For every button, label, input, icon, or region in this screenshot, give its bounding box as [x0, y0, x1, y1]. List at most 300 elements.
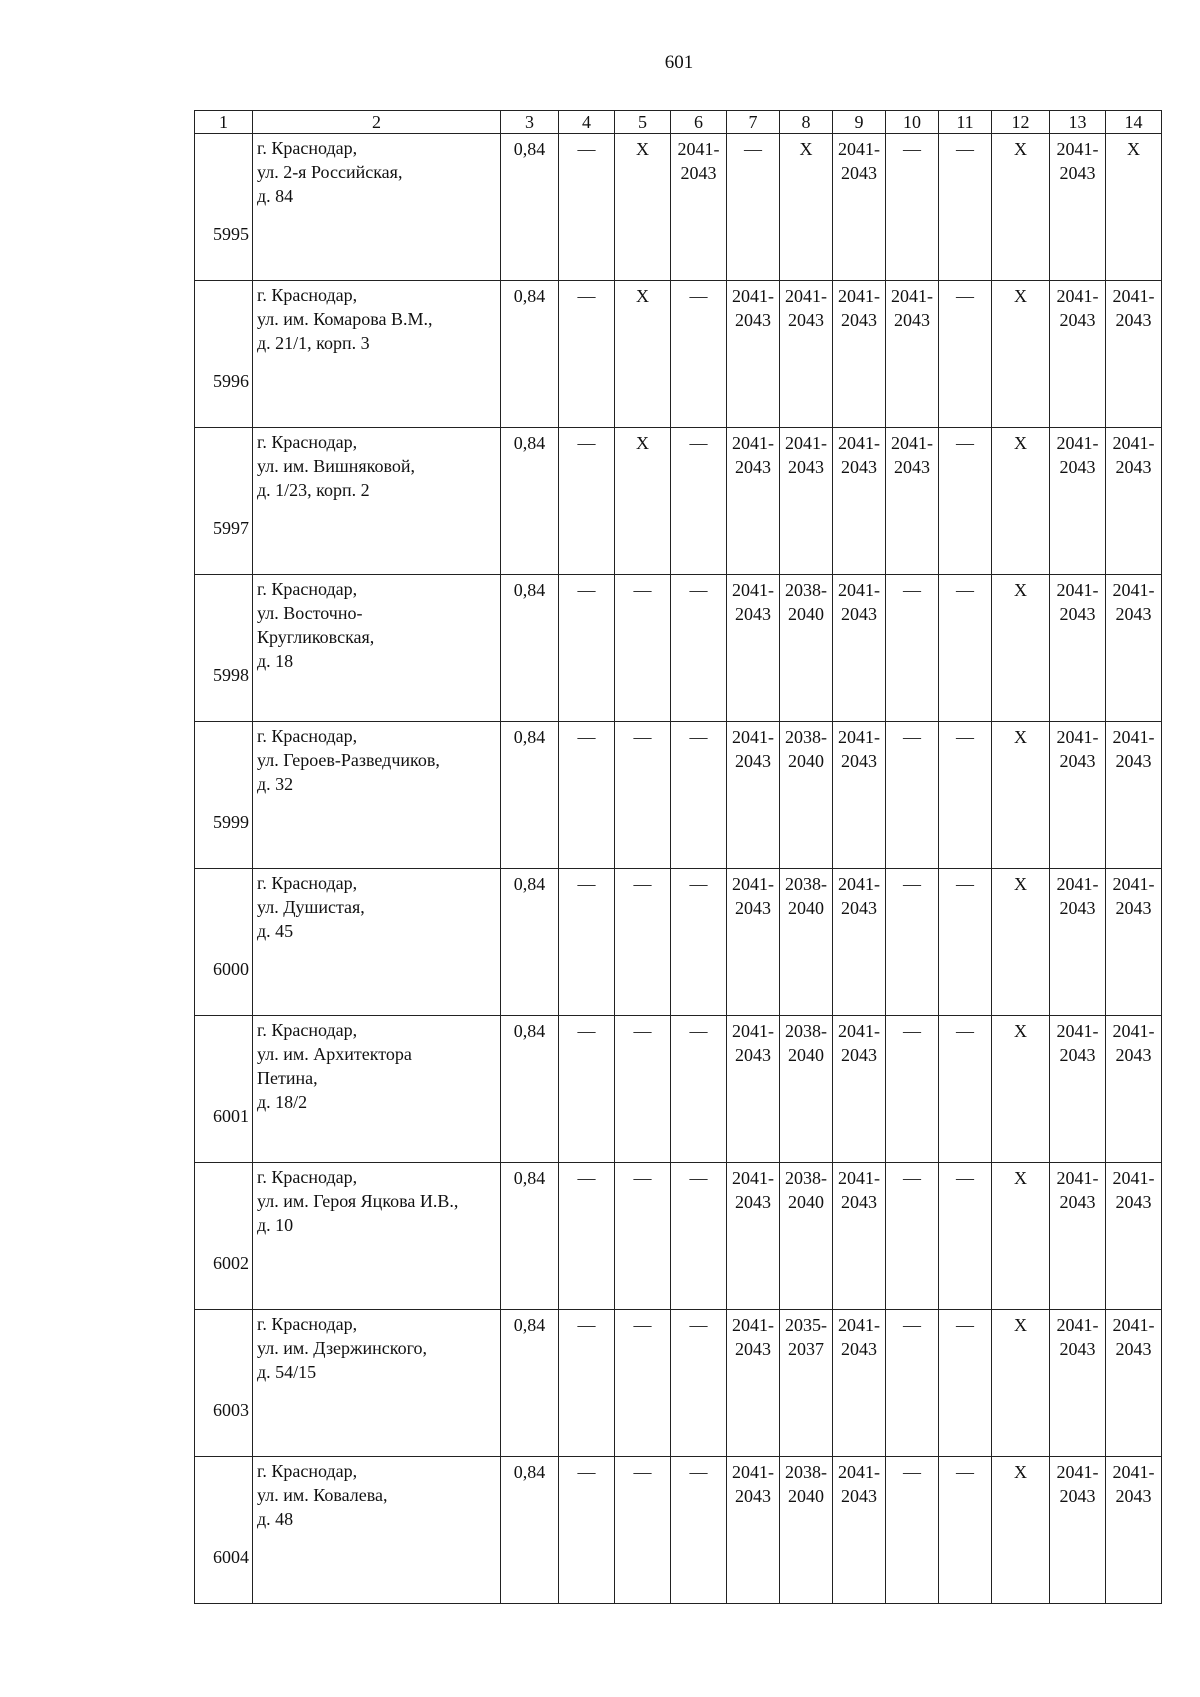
value-line: 2041-: [838, 1315, 880, 1335]
row-number: [195, 1457, 253, 1604]
value-cell: [939, 722, 992, 869]
value-cell: [727, 575, 780, 722]
value-line: 2041-: [838, 1021, 880, 1041]
value-cell: [833, 1016, 886, 1163]
value-cell: [559, 1457, 615, 1604]
address-cell: [253, 722, 501, 869]
value-cell: [992, 1163, 1050, 1310]
value-cell: [780, 1163, 833, 1310]
value-cell: [1106, 1457, 1162, 1604]
value-cell: [559, 1163, 615, 1310]
value-line: 2043: [735, 751, 771, 771]
value-cell: [833, 575, 886, 722]
value-line: 2043: [735, 1045, 771, 1065]
value-line: 2043: [841, 163, 877, 183]
row-number-text: 5999: [213, 812, 249, 832]
table-row: [195, 281, 1162, 428]
row-number: [195, 428, 253, 575]
value-line: —: [956, 874, 974, 894]
value-line: 2041-: [732, 286, 774, 306]
value-cell: [501, 869, 559, 1016]
value-cell: [992, 428, 1050, 575]
value-line: 2041-: [838, 1168, 880, 1188]
value-line: 2043: [841, 1192, 877, 1212]
value-line: —: [689, 1315, 708, 1335]
table-row: [195, 575, 1162, 722]
value-cell: [833, 134, 886, 281]
value-line: —: [956, 433, 974, 453]
value-cell: [1050, 281, 1106, 428]
value-line: 0,84: [513, 1315, 546, 1335]
value-line: 2043: [1059, 457, 1096, 477]
value-line: 2037: [788, 1339, 824, 1359]
value-cell: [780, 281, 833, 428]
value-line: —: [577, 286, 596, 306]
value-line: 2040: [788, 1486, 824, 1506]
column-header-11: 11: [939, 111, 992, 134]
value-cell: [1050, 1016, 1106, 1163]
value-line: 0,84: [513, 139, 546, 159]
value-line: 2043: [841, 751, 877, 771]
value-line: —: [903, 1315, 921, 1335]
value-cell: [886, 1310, 939, 1457]
value-line: 2043: [841, 1339, 877, 1359]
value-cell: [1106, 134, 1162, 281]
value-cell: [992, 1016, 1050, 1163]
value-line: 2041-: [1056, 433, 1099, 453]
table-row: [195, 428, 1162, 575]
value-cell: [1106, 428, 1162, 575]
value-line: —: [903, 874, 921, 894]
column-header-13: 13: [1050, 111, 1106, 134]
value-cell: [727, 722, 780, 869]
value-line: 2035-: [785, 1315, 827, 1335]
address-line: г. Краснодар,: [257, 285, 358, 305]
value-line: 2043: [841, 898, 877, 918]
column-header-7: 7: [727, 111, 780, 134]
value-cell: [1050, 428, 1106, 575]
value-cell: [671, 1016, 727, 1163]
value-line: 2043: [1059, 163, 1096, 183]
value-cell: [615, 1163, 671, 1310]
value-cell: [780, 722, 833, 869]
value-line: 2043: [735, 1339, 771, 1359]
value-line: 2041-: [1056, 1021, 1099, 1041]
value-cell: [1050, 1163, 1106, 1310]
value-cell: [1050, 134, 1106, 281]
value-cell: [727, 428, 780, 575]
value-line: 2043: [841, 604, 877, 624]
value-line: X: [1127, 139, 1140, 159]
value-cell: [727, 1310, 780, 1457]
value-cell: [501, 1310, 559, 1457]
value-cell: [886, 575, 939, 722]
table-row: [195, 1016, 1162, 1163]
value-line: 2041-: [785, 433, 827, 453]
value-cell: [992, 575, 1050, 722]
table-row: [195, 1457, 1162, 1604]
value-cell: [886, 869, 939, 1016]
value-line: —: [633, 1021, 652, 1041]
address-line: ул. Душистая,: [257, 897, 365, 917]
value-line: 2041-: [1112, 433, 1155, 453]
value-cell: [559, 1016, 615, 1163]
value-cell: [939, 869, 992, 1016]
value-line: —: [689, 1462, 708, 1482]
value-cell: [886, 281, 939, 428]
value-line: 0,84: [513, 433, 546, 453]
value-line: —: [956, 139, 974, 159]
value-cell: [501, 428, 559, 575]
address-line: г. Краснодар,: [257, 1314, 358, 1334]
address-cell: [253, 1016, 501, 1163]
row-number: [195, 134, 253, 281]
value-line: X: [1014, 433, 1027, 453]
value-line: 2043: [1059, 1339, 1096, 1359]
value-cell: [833, 1163, 886, 1310]
column-header-2: 2: [253, 111, 501, 134]
value-line: 0,84: [513, 1462, 546, 1482]
value-line: 2043: [735, 898, 771, 918]
value-cell: [671, 722, 727, 869]
value-cell: [833, 1457, 886, 1604]
value-cell: [992, 134, 1050, 281]
value-line: —: [577, 1168, 596, 1188]
row-number: [195, 722, 253, 869]
value-line: —: [956, 1021, 974, 1041]
address-line: Петина,: [257, 1068, 318, 1088]
value-line: —: [956, 286, 974, 306]
value-cell: [780, 869, 833, 1016]
address-cell: [253, 1457, 501, 1604]
value-cell: [671, 869, 727, 1016]
value-line: X: [1014, 286, 1027, 306]
table-row: [195, 722, 1162, 869]
row-number-text: 6000: [213, 959, 249, 979]
value-cell: [1106, 1310, 1162, 1457]
value-line: 2041-: [838, 139, 880, 159]
table-row: [195, 134, 1162, 281]
value-line: X: [636, 286, 649, 306]
value-cell: [833, 869, 886, 1016]
address-line: ул. 2-я Российская,: [257, 162, 403, 182]
value-cell: [886, 1016, 939, 1163]
row-number-text: 5996: [213, 371, 249, 391]
table-body: [195, 111, 1162, 1604]
value-line: 2043: [841, 457, 877, 477]
value-line: 2043: [735, 310, 771, 330]
row-number-text: 5995: [213, 224, 249, 244]
value-line: —: [577, 1021, 596, 1041]
value-cell: [833, 428, 886, 575]
row-number: [195, 869, 253, 1016]
row-number-text: 5997: [213, 518, 249, 538]
value-line: —: [633, 1168, 652, 1188]
column-header-4: 4: [559, 111, 615, 134]
value-line: —: [956, 1168, 974, 1188]
value-cell: [501, 281, 559, 428]
row-number-text: 6004: [213, 1547, 249, 1567]
value-line: 2041-: [891, 433, 933, 453]
value-cell: [615, 575, 671, 722]
value-line: X: [1014, 874, 1027, 894]
value-line: 2041-: [732, 1021, 774, 1041]
value-cell: [780, 1016, 833, 1163]
address-cell: [253, 1163, 501, 1310]
value-line: 2041-: [891, 286, 933, 306]
value-line: 2041-: [1112, 874, 1155, 894]
value-line: —: [689, 1021, 708, 1041]
address-cell: [253, 1310, 501, 1457]
value-cell: [559, 134, 615, 281]
value-line: 2043: [680, 163, 717, 183]
column-header-8: 8: [780, 111, 833, 134]
value-cell: [559, 575, 615, 722]
value-cell: [671, 575, 727, 722]
address-cell: [253, 281, 501, 428]
value-cell: [671, 1310, 727, 1457]
value-cell: [671, 134, 727, 281]
value-line: 2041-: [1056, 286, 1099, 306]
value-line: 2041-: [838, 727, 880, 747]
value-line: 2043: [1059, 751, 1096, 771]
value-line: —: [689, 433, 708, 453]
table-row: [195, 1310, 1162, 1457]
value-line: 2043: [735, 457, 771, 477]
value-cell: [559, 281, 615, 428]
address-line: г. Краснодар,: [257, 873, 358, 893]
address-line: ул. им. Комарова В.М.,: [257, 309, 433, 329]
value-line: 2040: [788, 1045, 824, 1065]
value-line: —: [577, 1315, 596, 1335]
value-line: —: [903, 139, 921, 159]
value-line: —: [689, 580, 708, 600]
header-row: [195, 111, 1162, 134]
address-cell: [253, 869, 501, 1016]
value-cell: [886, 428, 939, 575]
value-line: 2040: [788, 751, 824, 771]
value-cell: [615, 722, 671, 869]
value-cell: [886, 1163, 939, 1310]
value-line: 2043: [1059, 1486, 1096, 1506]
address-cell: [253, 428, 501, 575]
address-line: д. 21/1, корп. 3: [257, 333, 370, 353]
value-line: 2043: [1059, 1192, 1096, 1212]
value-line: 2043: [1115, 751, 1152, 771]
value-line: —: [577, 727, 596, 747]
value-line: 2041-: [732, 433, 774, 453]
value-cell: [559, 428, 615, 575]
address-line: ул. им. Ковалева,: [257, 1485, 388, 1505]
address-cell: [253, 575, 501, 722]
value-cell: [886, 134, 939, 281]
address-line: д. 18: [257, 651, 294, 671]
value-line: —: [577, 139, 596, 159]
value-cell: [615, 281, 671, 428]
row-number: [195, 281, 253, 428]
address-line: д. 84: [257, 186, 294, 206]
value-cell: [559, 722, 615, 869]
value-line: 0,84: [513, 1168, 546, 1188]
value-line: 2041-: [785, 286, 827, 306]
value-line: 2043: [1115, 457, 1152, 477]
value-cell: [727, 134, 780, 281]
value-cell: [939, 428, 992, 575]
table-row: [195, 1163, 1162, 1310]
value-line: 2043: [1059, 310, 1096, 330]
value-line: 2040: [788, 1192, 824, 1212]
column-header-10: 10: [886, 111, 939, 134]
value-line: 2040: [788, 898, 824, 918]
column-header-12: 12: [992, 111, 1050, 134]
value-cell: [886, 1457, 939, 1604]
value-cell: [671, 1163, 727, 1310]
value-line: X: [1014, 727, 1027, 747]
value-cell: [671, 1457, 727, 1604]
value-line: 2043: [841, 1486, 877, 1506]
value-line: 2041-: [732, 874, 774, 894]
column-header-9: 9: [833, 111, 886, 134]
value-cell: [1050, 722, 1106, 869]
address-line: г. Краснодар,: [257, 1167, 358, 1187]
row-number: [195, 1163, 253, 1310]
value-line: X: [1014, 1021, 1027, 1041]
value-line: 2041-: [1112, 1168, 1155, 1188]
value-cell: [615, 428, 671, 575]
value-line: 2041-: [1056, 874, 1099, 894]
value-cell: [939, 1016, 992, 1163]
value-line: —: [633, 727, 652, 747]
column-header-6: 6: [671, 111, 727, 134]
value-cell: [886, 722, 939, 869]
value-line: 0,84: [513, 1021, 546, 1041]
value-line: —: [903, 580, 921, 600]
value-cell: [833, 1310, 886, 1457]
value-cell: [1050, 869, 1106, 1016]
row-number: [195, 1016, 253, 1163]
value-line: X: [799, 139, 813, 159]
value-cell: [992, 281, 1050, 428]
value-line: X: [636, 139, 649, 159]
value-cell: [1106, 575, 1162, 722]
value-line: —: [689, 286, 708, 306]
value-line: —: [577, 580, 596, 600]
value-line: 2043: [841, 310, 877, 330]
register-table: [194, 110, 1162, 1604]
value-line: 2038-: [785, 1168, 827, 1188]
value-line: —: [689, 1168, 708, 1188]
value-cell: [501, 134, 559, 281]
row-number-text: 6001: [213, 1106, 249, 1126]
value-line: 2043: [1059, 1045, 1096, 1065]
value-line: 2041-: [1112, 727, 1155, 747]
value-cell: [939, 1457, 992, 1604]
value-line: 2041-: [1112, 580, 1155, 600]
value-line: 2038-: [785, 580, 827, 600]
value-line: 2043: [735, 1486, 771, 1506]
value-line: —: [633, 874, 652, 894]
value-cell: [615, 1310, 671, 1457]
value-cell: [1106, 1016, 1162, 1163]
value-line: 2043: [894, 457, 930, 477]
value-line: 2041-: [838, 874, 880, 894]
value-cell: [780, 1310, 833, 1457]
value-line: 2043: [788, 310, 824, 330]
address-line: г. Краснодар,: [257, 432, 358, 452]
value-cell: [992, 1310, 1050, 1457]
address-line: ул. Героев-Разведчиков,: [257, 750, 440, 770]
value-cell: [939, 1310, 992, 1457]
value-cell: [780, 428, 833, 575]
value-line: —: [903, 1021, 921, 1041]
value-line: 2043: [1115, 898, 1152, 918]
value-line: 2041-: [838, 286, 880, 306]
value-line: —: [903, 1168, 921, 1188]
value-cell: [833, 281, 886, 428]
value-line: 2041-: [732, 580, 774, 600]
value-line: 2043: [788, 457, 824, 477]
value-cell: [615, 1016, 671, 1163]
value-cell: [780, 1457, 833, 1604]
value-cell: [615, 1457, 671, 1604]
address-line: д. 54/15: [257, 1362, 317, 1382]
column-header-1: 1: [195, 111, 253, 134]
value-cell: [615, 134, 671, 281]
value-cell: [1106, 869, 1162, 1016]
value-line: 0,84: [513, 874, 546, 894]
value-line: X: [636, 433, 649, 453]
value-line: 2040: [788, 604, 824, 624]
row-number: [195, 575, 253, 722]
value-line: 2043: [1115, 310, 1152, 330]
address-line: д. 45: [257, 921, 294, 941]
value-line: 2043: [1115, 1045, 1152, 1065]
value-line: 2041-: [1056, 1462, 1099, 1482]
value-line: 0,84: [513, 286, 546, 306]
value-cell: [615, 869, 671, 1016]
address-line: г. Краснодар,: [257, 726, 358, 746]
row-number-text: 6003: [213, 1400, 249, 1420]
value-line: 2043: [894, 310, 930, 330]
value-cell: [1050, 1310, 1106, 1457]
address-line: д. 48: [257, 1509, 294, 1529]
value-line: X: [1014, 139, 1027, 159]
value-cell: [939, 575, 992, 722]
address-line: д. 32: [257, 774, 294, 794]
value-cell: [559, 1310, 615, 1457]
value-line: —: [689, 874, 708, 894]
value-line: —: [577, 874, 596, 894]
value-line: 0,84: [513, 580, 546, 600]
value-line: X: [1014, 580, 1027, 600]
value-cell: [501, 1457, 559, 1604]
value-line: 2043: [1115, 1339, 1152, 1359]
value-line: 2041-: [677, 139, 720, 159]
value-line: —: [577, 433, 596, 453]
column-header-3: 3: [501, 111, 559, 134]
row-number-text: 5998: [213, 665, 249, 685]
address-line: ул. им. Архитектора: [257, 1044, 412, 1064]
value-line: 2041-: [1056, 727, 1099, 747]
address-line: д. 18/2: [257, 1092, 308, 1112]
value-line: 2038-: [785, 727, 827, 747]
value-cell: [671, 281, 727, 428]
value-line: 2038-: [785, 1021, 827, 1041]
value-cell: [939, 1163, 992, 1310]
value-line: —: [903, 1462, 921, 1482]
value-line: —: [577, 1462, 596, 1482]
value-line: X: [1014, 1315, 1027, 1335]
